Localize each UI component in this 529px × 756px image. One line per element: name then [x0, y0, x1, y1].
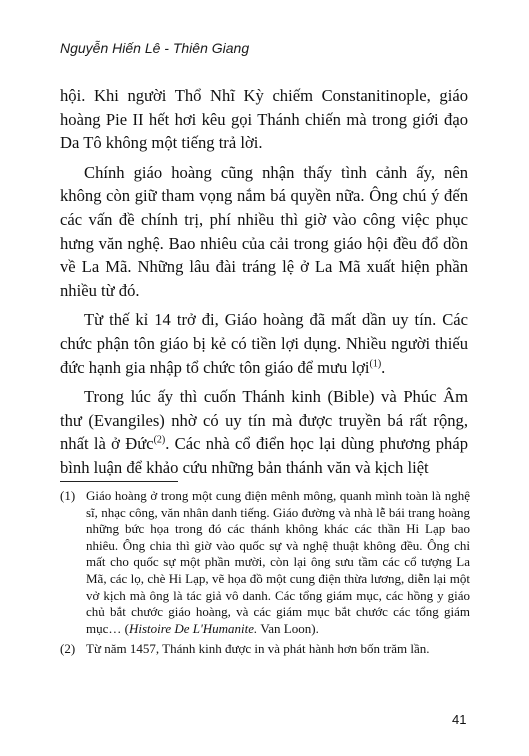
- page-number: 41: [452, 712, 467, 727]
- footnote-2: [60, 641, 470, 658]
- footnote-1-source-title: Histoire De L'Humanite.: [128, 620, 258, 636]
- footnote-ref-2: (2): [153, 434, 166, 446]
- paragraph-1: hội. Khi người Thổ Nhĩ Kỳ chiếm Constanitinople, giáo hoàng Pie II hết hơi kêu gọi Thánh chiến mà trong giới đạo Da Tô không một tiếng trả lời.: [60, 86, 468, 153]
- footnote-1-content: [86, 488, 470, 637]
- footnote-2-marker: (2): [60, 641, 76, 657]
- paragraph-3: [60, 308, 468, 379]
- paragraph-4-text-before: Trong lúc ấy thì cuốn Thánh kinh (Bible) và Phúc Âm thư (Evangiles) nhờ có uy tín mà được truyền bá rất rộng, nhất là ở Đức: [60, 387, 468, 454]
- paragraph-3-end: .: [381, 357, 386, 377]
- footnote-1-source-close: Van Loon).: [257, 620, 319, 636]
- footnote-divider: [60, 481, 178, 482]
- paragraph-4: [60, 385, 468, 479]
- running-header: Nguyễn Hiến Lê - Thiên Giang: [60, 40, 250, 56]
- footnote-1-text: Giáo hoàng ở trong một cung điện mênh mông, quanh mình toàn là nghệ sĩ, nhạc công, văn nhân danh tiếng. Giáo đường và nhà lễ bái trang hoàng những bức họa trong đó các thánh không khác các thần Hi Lạp bao nhiêu. Ông chia thì giờ vào quốc sự và nghệ thuật không đều. Ông chỉ mất cho quốc sự một phần mười, còn lại ông sưu tầm các cổ tượng La Mã, các lọ, chè Hi Lạp, vẽ họa đồ một cung điện thừa lương, diễn lại một vở kịch mà ông là tác giả vô danh. Các tổng giám mục, các hồng y giáo chủ bắt chước giáo hoàng, và các giám mục bắt chước các tổng giám mục…: [86, 488, 470, 636]
- footnote-1: [60, 488, 470, 637]
- footnote-ref-1: (1): [369, 358, 382, 369]
- paragraph-4-text-after: . Các nhà cổ điển học lại dùng phương pháp bình luận để khảo cứu những bản thánh văn và kịch liệt: [60, 434, 468, 477]
- main-text: [60, 84, 468, 486]
- footnote-2-text: Từ năm 1457, Thánh kinh được in và phát hành hơn bốn trăm lần.: [86, 641, 430, 657]
- paragraph-2: Chính giáo hoàng cũng nhận thấy tình cảnh ấy, nên không còn giữ tham vọng nắm bá quyền nữa. Ông chú ý đến các vấn đề chính trị, phí nhiều thì giờ vào công việc phục hưng văn nghệ. Bao nhiêu của cải trong giáo hội đều đổ dồn về La Mã. Những lâu đài tráng lệ ở La Mã xuất hiện phần nhiều từ đó.: [60, 162, 468, 300]
- footnotes: [60, 488, 470, 662]
- paragraph-3-text: Từ thế kỉ 14 trở đi, Giáo hoàng đã mất dần uy tín. Các chức phận tôn giáo bị kẻ có tiền lợi dụng. Nhiều người thiếu đức hạnh gia nhập tổ chức tôn giáo để mưu lợi: [60, 310, 468, 377]
- footnote-1-marker: (1): [60, 488, 76, 503]
- footnote-1-source-open: (: [124, 620, 129, 636]
